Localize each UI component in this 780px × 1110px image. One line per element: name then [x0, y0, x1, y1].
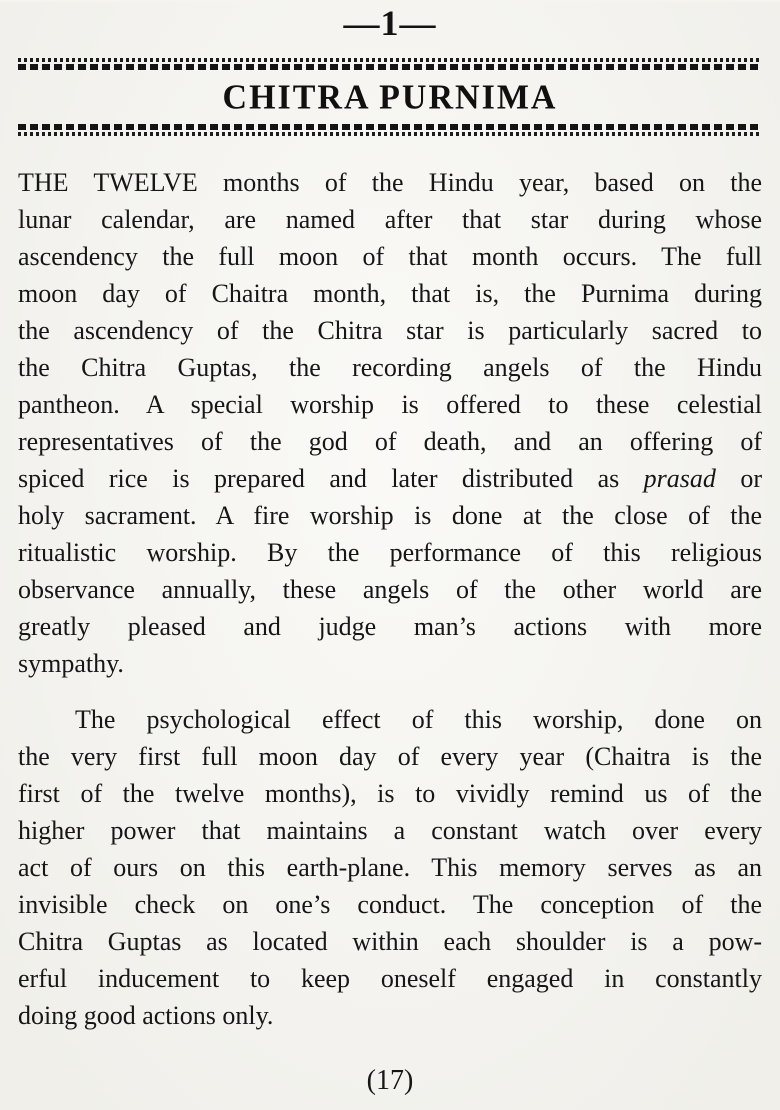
text-segment: erful inducement to keep oneself engaged in constantly	[18, 964, 762, 993]
text-segment: Chitra Guptas as located within each shoulder is a pow-	[18, 927, 762, 956]
text-line	[18, 923, 762, 960]
text-segment: the Chitra Guptas, the recording angels of the Hindu	[18, 353, 762, 382]
text-segment: moon day of Chaitra month, that is, the Purnima during	[18, 279, 762, 308]
text-segment: holy sacrament. A fire worship is done at the close of the	[18, 501, 762, 530]
text-line	[18, 812, 762, 849]
text-line	[18, 960, 762, 997]
text-segment: representatives of the god of death, and an offering of	[18, 427, 762, 456]
text-line	[18, 701, 762, 738]
dotted-line	[18, 58, 762, 62]
text-segment: pantheon. A special worship is offered to these celestial	[18, 390, 762, 419]
text-line	[18, 238, 762, 275]
text-line	[18, 997, 762, 1034]
text-line	[18, 201, 762, 238]
section-number: —1—	[343, 3, 437, 43]
italic-text: prasad	[643, 464, 716, 493]
text-segment: lunar calendar, are named after that star during whose	[18, 205, 762, 234]
dashed-line	[18, 64, 762, 70]
text-line	[18, 645, 762, 682]
text-line	[18, 886, 762, 923]
text-line	[18, 497, 762, 534]
text-line	[18, 608, 762, 645]
text-line	[18, 460, 762, 497]
page-number-footer: (17)	[366, 1065, 414, 1096]
dashed-line	[18, 124, 762, 130]
dotted-line	[18, 132, 762, 136]
text-segment: invisible check on one’s conduct. The conception of the	[18, 890, 762, 919]
text-segment: spiced rice is prepared and later distributed as	[18, 464, 644, 493]
text-segment: The psychological effect of this worship, done on	[75, 705, 762, 734]
decorative-rule-bottom	[18, 124, 762, 136]
text-segment: greatly pleased and judge man’s actions with more	[18, 612, 762, 641]
text-segment: ritualistic worship. By the performance of this religious	[18, 538, 762, 567]
text-segment: observance annually, these angels of the other world are	[18, 575, 762, 604]
text-segment: first of the twelve months), is to vividly remind us of the	[18, 779, 762, 808]
text-line	[18, 534, 762, 571]
text-segment: ascendency the full moon of that month occurs. The full	[18, 242, 762, 271]
text-line	[18, 349, 762, 386]
text-segment: sympathy.	[18, 649, 124, 678]
page-title: CHITRA PURNIMA	[222, 78, 558, 117]
text-segment: doing good actions only.	[18, 1001, 274, 1030]
book-page	[0, 2, 780, 1110]
text-line	[18, 164, 762, 201]
text-segment: the very first full moon day of every year (Chaitra is the	[18, 742, 762, 771]
text-line	[18, 386, 762, 423]
paragraph	[18, 701, 762, 1034]
text-segment: or	[715, 464, 762, 493]
body-text	[18, 164, 762, 1034]
text-line	[18, 423, 762, 460]
text-line	[18, 312, 762, 349]
decorative-rule-top	[18, 58, 762, 70]
text-segment: act of ours on this earth-plane. This memory serves as an	[18, 853, 762, 882]
paragraph	[18, 164, 762, 682]
text-line	[18, 849, 762, 886]
text-segment: higher power that maintains a constant watch over every	[18, 816, 762, 845]
text-line	[18, 275, 762, 312]
text-segment: THE TWELVE months of the Hindu year, based on the	[18, 168, 762, 197]
text-line	[18, 571, 762, 608]
text-line	[18, 775, 762, 812]
text-line	[18, 738, 762, 775]
text-segment: the ascendency of the Chitra star is particularly sacred to	[18, 316, 762, 345]
